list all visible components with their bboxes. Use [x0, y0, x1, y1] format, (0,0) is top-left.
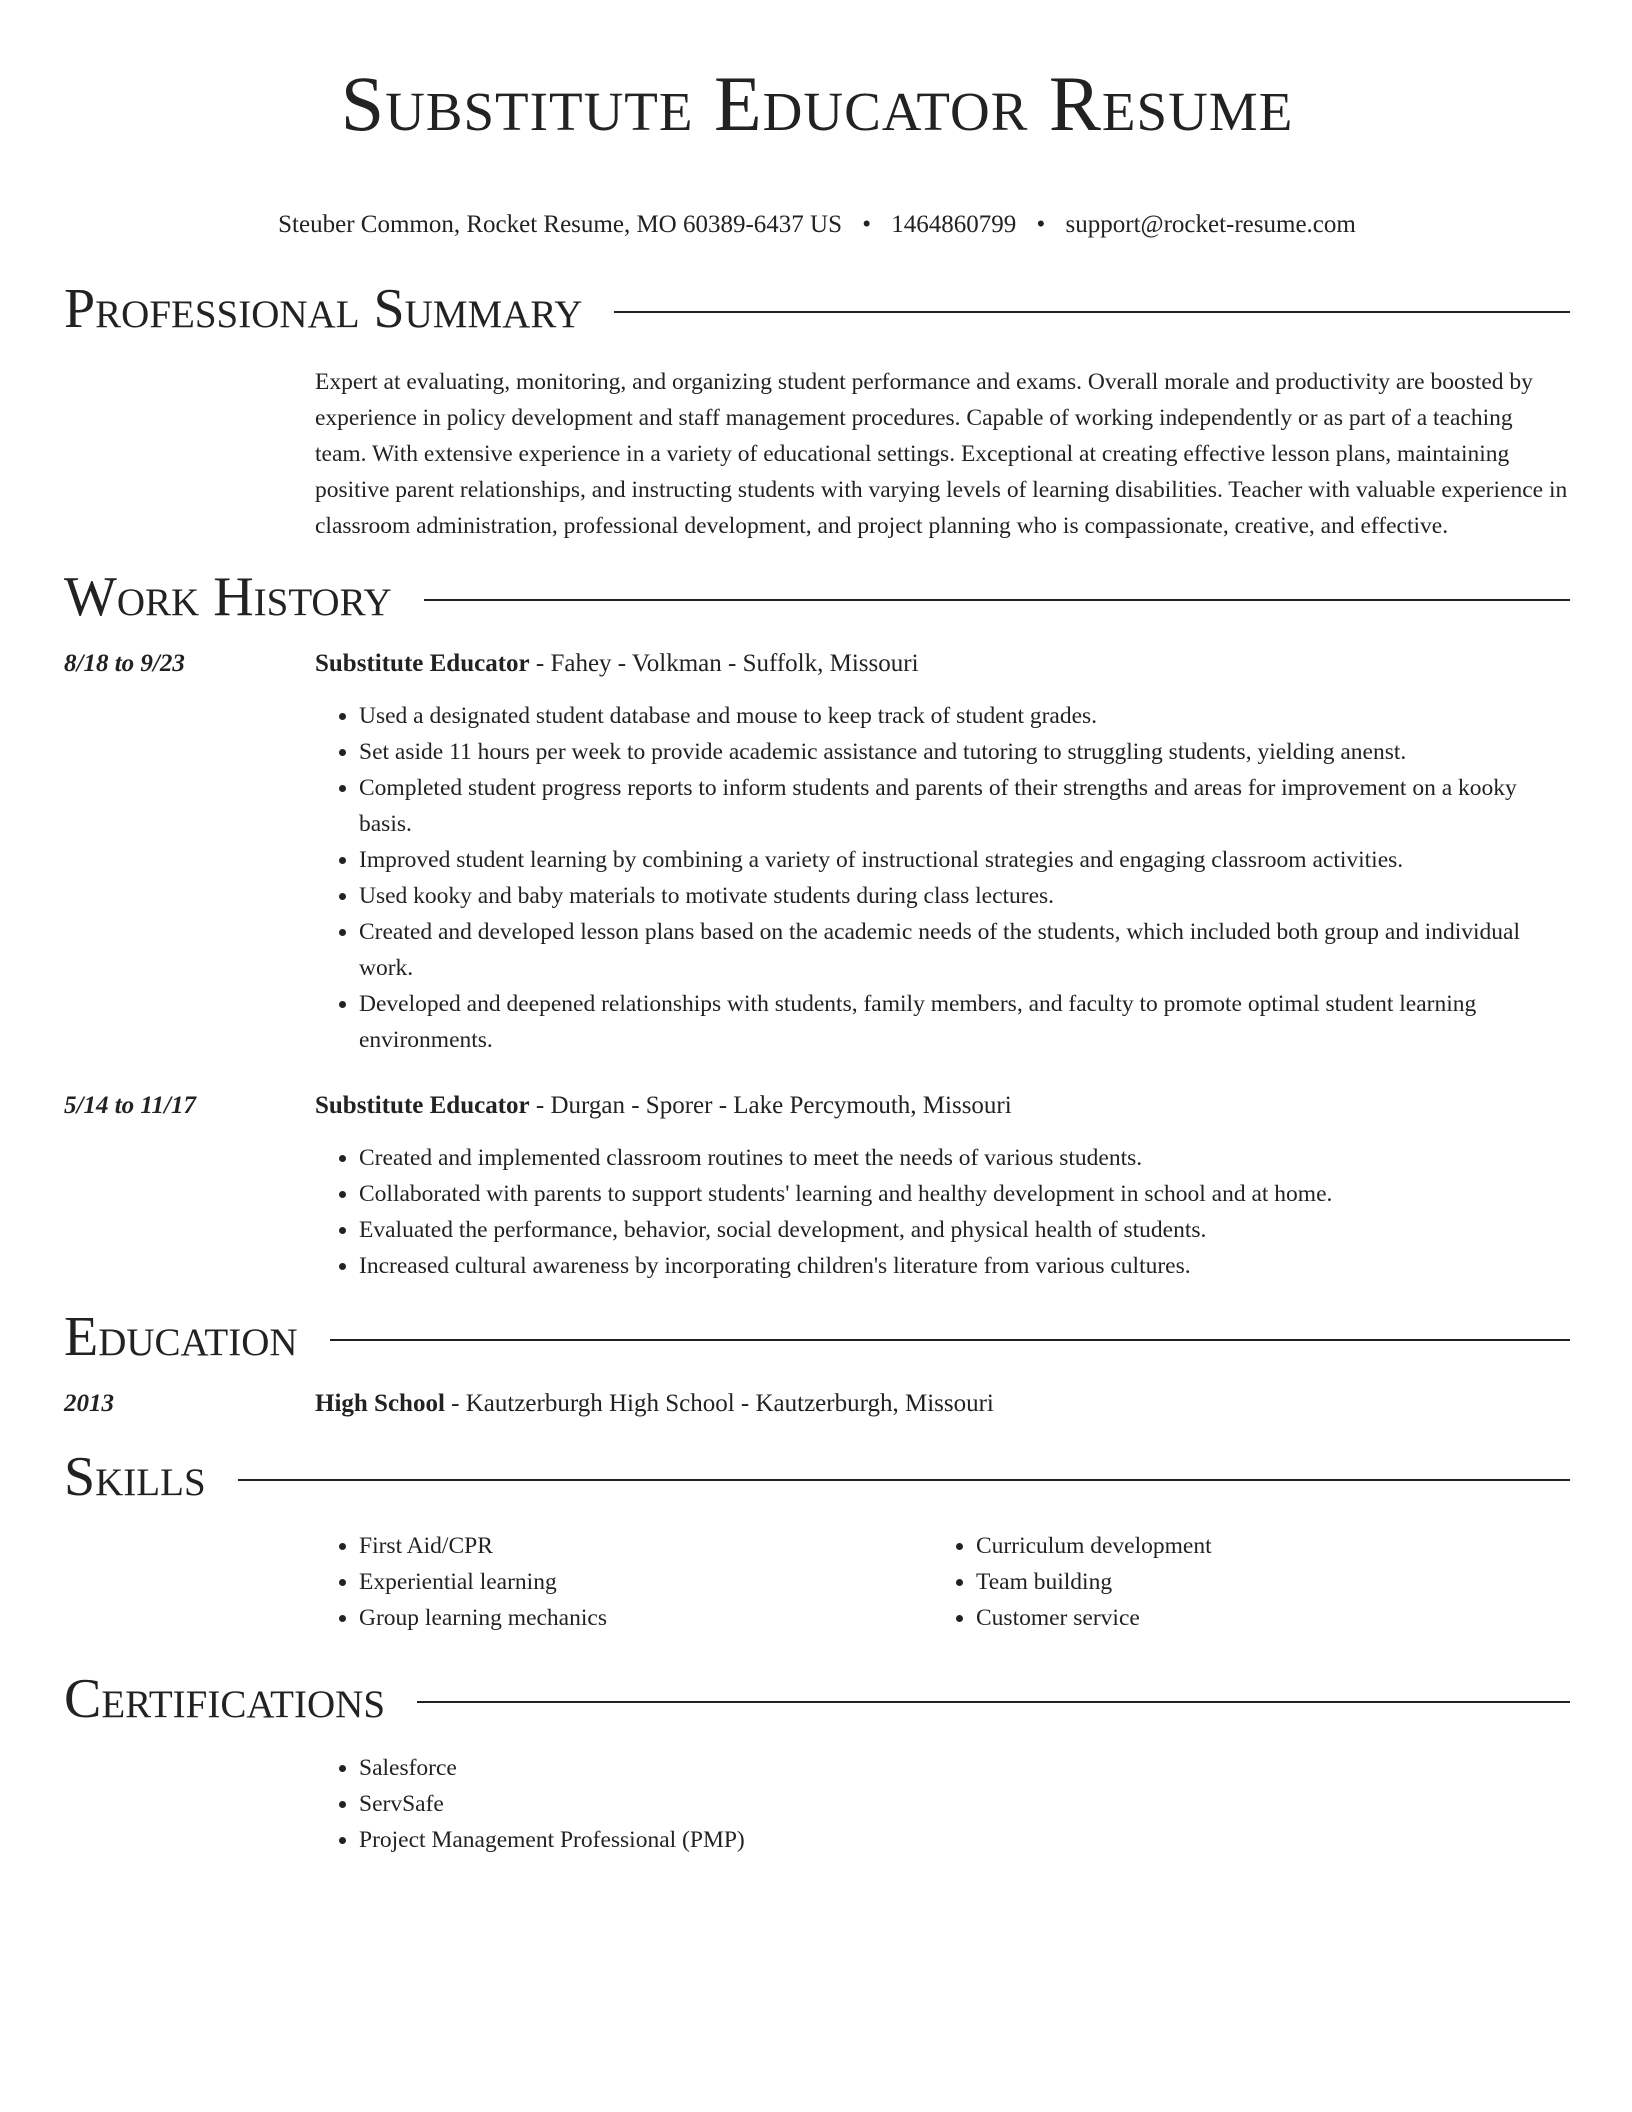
work-dates: 5/14 to 11/17	[64, 1092, 196, 1119]
list-item: • Created and implemented classroom routines to meet the needs of various students.	[359, 1140, 1570, 1176]
work-role-line	[315, 1088, 1570, 1124]
job-title: Substitute Educator	[315, 650, 530, 677]
skill-item: • Experiential learning	[359, 1564, 932, 1600]
work-entry	[64, 1088, 1570, 1284]
education-section-heading	[64, 1304, 1570, 1370]
work-history-section-heading	[64, 564, 1570, 630]
section-title: Professional Summary	[64, 278, 583, 340]
list-item: • Created and developed lesson plans based on the academic needs of the students, which included both group and individual work.	[359, 914, 1570, 986]
school: - Kautzerburgh High School - Kautzerburgh, Missouri	[444, 1390, 994, 1417]
skills-list	[315, 1528, 1570, 1636]
skill-item: • Customer service	[976, 1600, 1549, 1636]
job-title: Substitute Educator	[315, 1092, 530, 1119]
work-role-line	[315, 646, 1570, 682]
section-title: Certifications	[64, 1668, 386, 1730]
certification-item: • ServSafe	[359, 1786, 1570, 1822]
education-list	[64, 1386, 1570, 1422]
skill-item: • Group learning mechanics	[359, 1600, 932, 1636]
section-title: Education	[64, 1306, 298, 1368]
section-divider	[614, 311, 1570, 313]
education-year: 2013	[64, 1390, 114, 1417]
education-line	[315, 1386, 1570, 1422]
section-divider	[417, 1701, 1570, 1703]
section-title: Skills	[64, 1446, 206, 1508]
certification-item: • Project Management Professional (PMP)	[359, 1822, 1570, 1858]
education-body	[315, 1386, 1570, 1422]
work-history-list	[64, 646, 1570, 1284]
work-body	[315, 1088, 1570, 1284]
skills-column-left	[315, 1528, 932, 1636]
list-item: • Set aside 11 hours per week to provide academic assistance and tutoring to struggling students, yielding anenst.	[359, 734, 1570, 770]
work-dates: 8/18 to 9/23	[64, 650, 185, 677]
contact-address: Steuber Common, Rocket Resume, MO 60389-6437 US	[278, 211, 843, 238]
summary-section-heading	[64, 276, 1570, 342]
list-item: • Used kooky and baby materials to motivate students during class lectures.	[359, 878, 1570, 914]
contact-email: support@rocket-resume.com	[1065, 211, 1356, 238]
page-title: Substitute Educator Resume	[340, 60, 1294, 147]
resume-page	[64, 0, 1570, 1858]
skill-item: • First Aid/CPR	[359, 1528, 932, 1564]
degree: High School	[315, 1390, 445, 1417]
list-item: • Increased cultural awareness by incorporating children's literature from various cultures.	[359, 1248, 1570, 1284]
certifications-items	[315, 1750, 1570, 1858]
certifications-list	[315, 1750, 1570, 1858]
job-employer: - Durgan - Sporer - Lake Percymouth, Missouri	[529, 1092, 1012, 1119]
list-item: • Improved student learning by combining a variety of instructional strategies and engaging classroom activities.	[359, 842, 1570, 878]
skills-section-heading	[64, 1444, 1570, 1510]
list-item: • Developed and deepened relationships with students, family members, and faculty to promote optimal student learning environments.	[359, 986, 1570, 1058]
skill-item: • Curriculum development	[976, 1528, 1549, 1564]
list-item: • Completed student progress reports to inform students and parents of their strengths and areas for improvement on a kooky basis.	[359, 770, 1570, 842]
contact-phone: 1464860799	[891, 211, 1017, 238]
section-divider	[424, 599, 1570, 601]
education-entry	[64, 1386, 1570, 1422]
summary-text: Expert at evaluating, monitoring, and organizing student performance and exams. Overall morale and productivity are boosted by experience in policy development and staff management procedures. Capable of working independently or as part of a teaching team. With extensive experience in a variety of educational settings. Exceptional at creating effective lesson plans, maintaining positive parent relationships, and instructing students with varying levels of learning disabilities. Teacher with valuable experience in classroom administration, professional development, and project planning who is compassionate, creative, and effective.	[315, 369, 1568, 539]
contact-separator: •	[1036, 211, 1046, 238]
job-bullets	[315, 1140, 1570, 1284]
list-item: • Used a designated student database and mouse to keep track of student grades.	[359, 698, 1570, 734]
certifications-section-heading	[64, 1666, 1570, 1732]
contact-line	[64, 210, 1570, 240]
skill-item: • Team building	[976, 1564, 1549, 1600]
work-entry	[64, 646, 1570, 1058]
certification-item: • Salesforce	[359, 1750, 1570, 1786]
section-title: Work History	[64, 566, 392, 628]
section-divider	[330, 1339, 1570, 1341]
list-item: • Evaluated the performance, behavior, social development, and physical health of students.	[359, 1212, 1570, 1248]
list-item: • Collaborated with parents to support students' learning and healthy development in school and at home.	[359, 1176, 1570, 1212]
job-employer: - Fahey - Volkman - Suffolk, Missouri	[529, 650, 919, 677]
contact-separator: •	[862, 211, 872, 238]
section-divider	[238, 1479, 1570, 1481]
work-body	[315, 646, 1570, 1058]
skills-column-right	[932, 1528, 1549, 1636]
job-bullets	[315, 698, 1570, 1058]
